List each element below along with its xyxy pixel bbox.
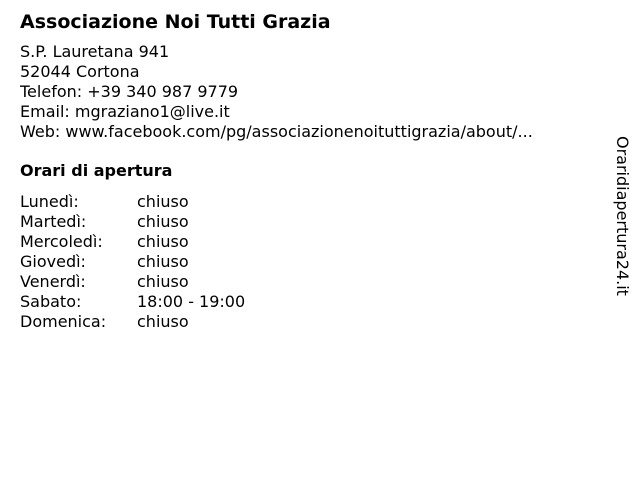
- email-row: [20, 102, 600, 122]
- day-label: Venerdì:: [20, 272, 86, 291]
- email-label: Email:: [20, 102, 70, 121]
- hours-table: [20, 192, 600, 332]
- day-label: Mercoledì:: [20, 232, 103, 251]
- hours-value: chiuso: [137, 252, 189, 271]
- address-line-2: 52044 Cortona: [20, 62, 140, 81]
- day-label: Giovedì:: [20, 252, 86, 271]
- hours-title: Orari di apertura: [20, 161, 173, 180]
- phone-number[interactable]: +39 340 987 9779: [87, 82, 239, 101]
- hours-value: chiuso: [137, 192, 189, 211]
- hours-row-monday: [20, 192, 600, 212]
- business-card: [20, 10, 600, 332]
- hours-value: 18:00 - 19:00: [137, 292, 246, 311]
- day-label: Martedì:: [20, 212, 87, 231]
- hours-row-saturday: [20, 292, 600, 312]
- hours-row-wednesday: [20, 232, 600, 252]
- hours-row-tuesday: [20, 212, 600, 232]
- hours-value: chiuso: [137, 272, 189, 291]
- web-link[interactable]: www.facebook.com/pg/associazionenoituttigrazia/about/...: [65, 122, 533, 141]
- hours-value: chiuso: [137, 232, 189, 251]
- hours-value: chiuso: [137, 312, 189, 331]
- web-row: [20, 122, 600, 142]
- day-label: Lunedì:: [20, 192, 79, 211]
- hours-row-thursday: [20, 252, 600, 272]
- day-label: Domenica:: [20, 312, 107, 331]
- web-label: Web:: [20, 122, 61, 141]
- hours-row-sunday: [20, 312, 600, 332]
- address-line-1: S.P. Lauretana 941: [20, 42, 170, 61]
- email-link[interactable]: mgraziano1@live.it: [74, 102, 230, 121]
- business-name: Associazione Noi Tutti Grazia: [20, 11, 331, 33]
- hours-value: chiuso: [137, 212, 189, 231]
- phone-row: [20, 82, 600, 102]
- site-brand-vertical: Oraridiapertura24.it: [613, 136, 632, 296]
- day-label: Sabato:: [20, 292, 82, 311]
- hours-row-friday: [20, 272, 600, 292]
- phone-label: Telefon:: [20, 82, 83, 101]
